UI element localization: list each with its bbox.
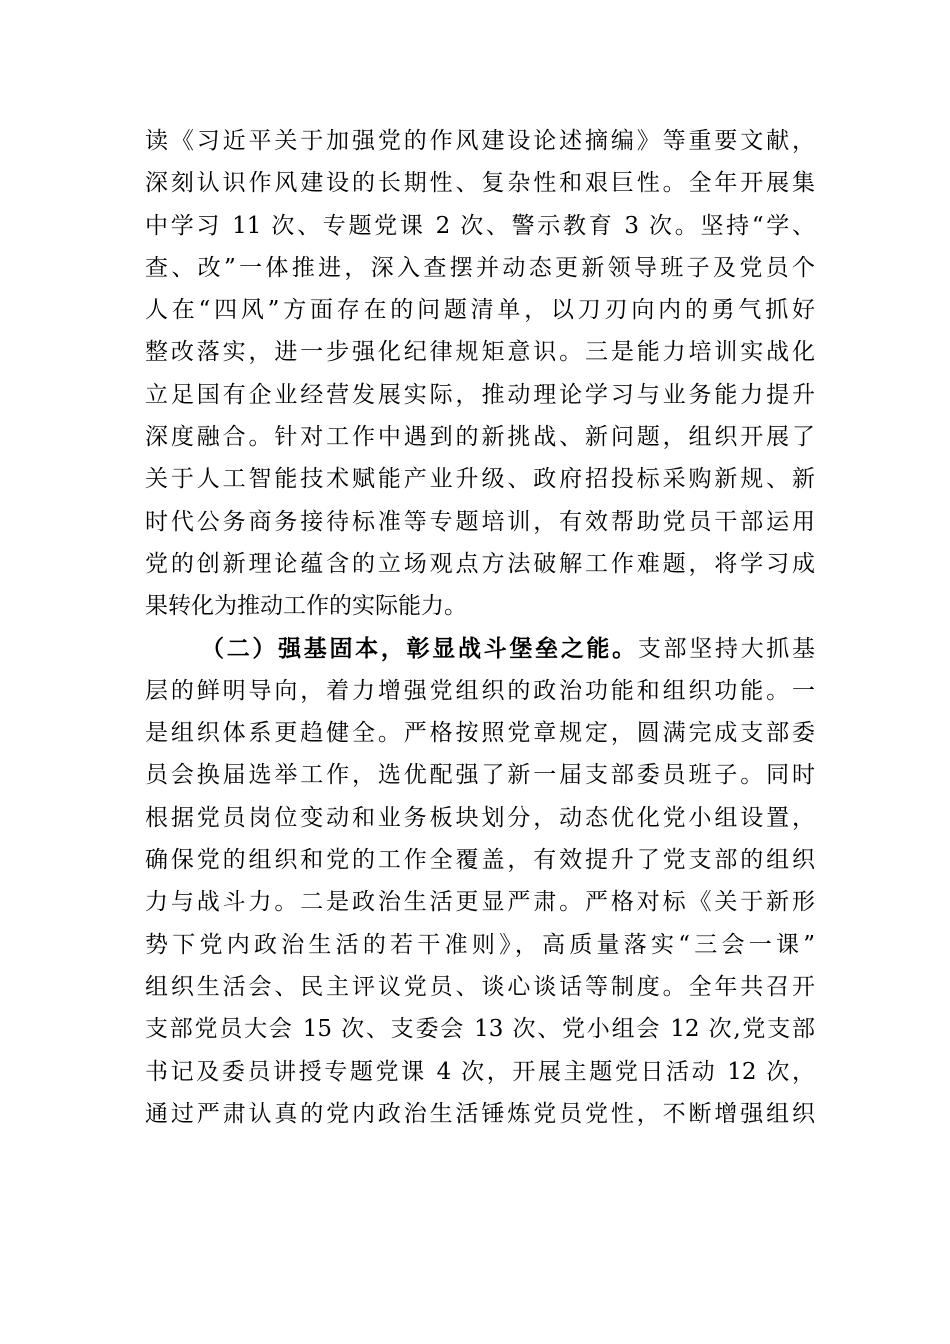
text-line: 人在“四风”方面存在的问题清单，以刀刃向内的勇气抓好 bbox=[145, 297, 815, 324]
section-heading: （二）强基固本，彰显战斗堡垒之能。 bbox=[201, 634, 638, 662]
text-line: 确保党的组织和党的工作全覆盖，有效提升了党支部的组织 bbox=[145, 847, 815, 874]
text-line: 中学习 11 次、专题党课 2 次、警示教育 3 次。坚持“学、 bbox=[145, 212, 815, 239]
text-line: 果转化为推动工作的实际能力。 bbox=[145, 593, 467, 620]
text-line: 关于人工智能技术赋能产业升级、政府招投标采购新规、新 bbox=[145, 466, 815, 493]
text-line: 深度融合。针对工作中遇到的新挑战、新问题，组织开展了 bbox=[145, 424, 815, 451]
text-line: 深刻认识作风建设的长期性、复杂性和艰巨性。全年开展集 bbox=[145, 170, 815, 197]
text-line: 势下党内政治生活的若干准则》，高质量落实“三会一课” bbox=[145, 931, 815, 958]
text-line: 力与战斗力。二是政治生活更显严肃。严格对标《关于新形 bbox=[145, 889, 815, 916]
text-line: 支部党员大会 15 次、支委会 13 次、党小组会 12 次,党支部 bbox=[145, 1016, 815, 1043]
text-line: 通过严肃认真的党内政治生活锤炼党员党性，不断增强组织 bbox=[145, 1100, 815, 1127]
document-body bbox=[145, 120, 815, 1135]
text-line: 党的创新理论蕴含的立场观点方法破解工作难题，将学习成 bbox=[145, 550, 815, 577]
text-line: 书记及委员讲授专题党课 4 次，开展主题党日活动 12 次， bbox=[145, 1058, 815, 1085]
section-heading-rest: 支部坚持大抓基 bbox=[637, 635, 816, 662]
text-line: 读《习近平关于加强党的作风建设论述摘编》等重要文献， bbox=[145, 128, 815, 154]
section-heading-line bbox=[145, 628, 815, 670]
text-line: 层的鲜明导向，着力增强党组织的政治功能和组织功能。一 bbox=[145, 677, 815, 704]
text-line: 整改落实，进一步强化纪律规矩意识。三是能力培训实战化 bbox=[145, 339, 815, 366]
text-line: 查、改”一体推进，深入查摆并动态更新领导班子及党员个 bbox=[145, 254, 815, 281]
text-line: 根据党员岗位变动和业务板块划分，动态优化党小组设置， bbox=[145, 804, 815, 831]
text-line: 组织生活会、民主评议党员、谈心谈话等制度。全年共召开 bbox=[145, 973, 815, 1000]
text-line: 是组织体系更趋健全。严格按照党章规定，圆满完成支部委 bbox=[145, 720, 815, 747]
text-line: 立足国有企业经营发展实际，推动理论学习与业务能力提升 bbox=[145, 381, 815, 408]
text-line: 时代公务商务接待标准等专题培训，有效帮助党员干部运用 bbox=[145, 508, 815, 535]
text-line: 员会换届选举工作，选优配强了新一届支部委员班子。同时 bbox=[145, 762, 815, 789]
